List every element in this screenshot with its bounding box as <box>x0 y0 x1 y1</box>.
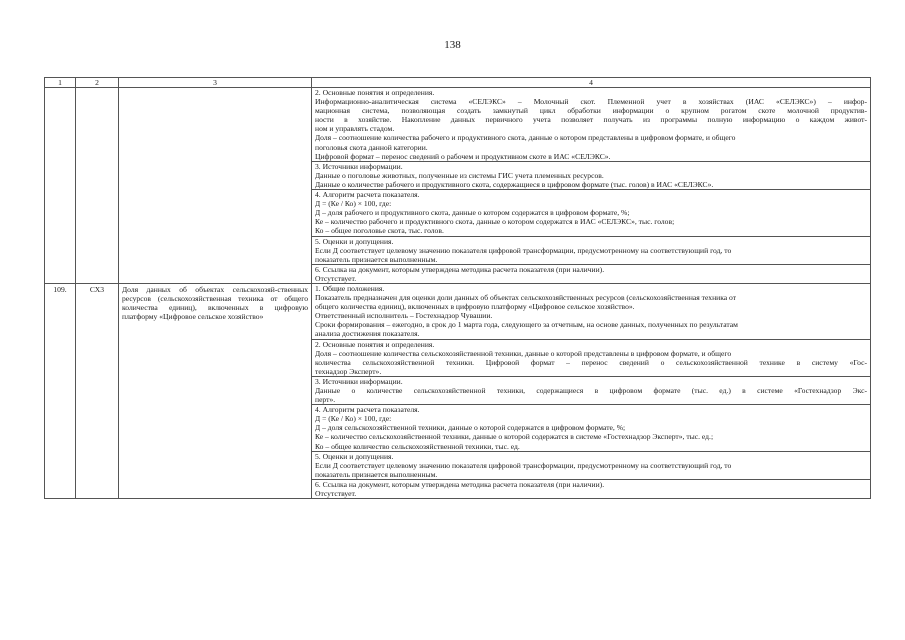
table-header-row <box>45 78 871 88</box>
section-line: показатель признается выполненным. <box>315 254 438 264</box>
section-definitions <box>312 88 870 161</box>
section-line: мационная система, позволяющая создать замкнутый цикл обработки информации о крупном рогатом скоте молочной продуктив- <box>315 106 867 116</box>
table-row <box>45 88 871 284</box>
row-number-cell <box>45 88 76 284</box>
section-definitions <box>312 339 870 376</box>
row-methodology-cell <box>312 88 871 284</box>
table-row <box>45 283 871 498</box>
section-line: Доля – соотношение количества сельскохозяйственной техники, данные о которой представлены в цифровом формате, и общего <box>315 348 732 358</box>
section-assumptions <box>312 236 870 264</box>
section-line: 5. Оценки и допущения. <box>315 236 394 246</box>
section-line: Данные о поголовье животных, полученные из системы ГИС учета племенных ресурсов. <box>315 170 604 180</box>
section-line: Д – доля рабочего и продуктивного скота, данные о котором содержатся в цифровом формате, %; <box>315 208 630 218</box>
section-line: технадзор Эксперт». <box>315 366 382 376</box>
header-col-3: 3 <box>119 78 312 88</box>
section-line: 5. Оценки и допущения. <box>315 451 394 461</box>
section-line: 3. Источники информации. <box>315 376 403 386</box>
section-line: Д – доля сельскохозяйственной техники, данные о которой содержатся в цифровом формате, %; <box>315 423 626 433</box>
row-code-cell: СХ3 <box>76 283 119 498</box>
section-line: 4. Алгоритм расчета показателя. <box>315 405 420 415</box>
section-document-reference <box>312 264 870 283</box>
row-name-cell <box>119 88 312 284</box>
section-line: Ответственный исполнитель – Гостехнадзор Чувашии. <box>315 311 493 321</box>
section-algorithm <box>312 189 870 235</box>
section-line: анализа достижения показателя. <box>315 329 420 339</box>
section-line: показатель признается выполненным. <box>315 469 438 479</box>
section-line: Показатель предназначен для оценки доли данных об объектах сельскохозяйственных ресурсов (сельскохозяйственная техника от <box>315 293 737 303</box>
section-line: Цифровой формат – перенос сведений о рабочем и продуктивном скоте в ИАС «СЕЛЭКС». <box>315 151 611 161</box>
section-line: Данные о количестве сельскохозяйственной техники, содержащиеся в цифровом формате (тыс. ед.) в системе «Гостехнадзор Экс- <box>315 386 867 395</box>
section-line: Д = (Ке / Ко) × 100, где: <box>315 414 392 424</box>
section-line: Ке – количество рабочего и продуктивного скота, данные о котором содержатся в ИАС «СЕЛЭКС», тыс. голов; <box>315 217 675 227</box>
section-algorithm <box>312 404 870 450</box>
section-line: Ко – общее поголовье скота, тыс. голов. <box>315 226 444 236</box>
section-line: Отсутствует. <box>315 489 357 499</box>
row-number-cell: 109. <box>45 283 76 498</box>
section-line: Ко – общее количество сельскохозяйственной техники, тыс. ед. <box>315 441 520 451</box>
header-col-1: 1 <box>45 78 76 88</box>
section-line: 4. Алгоритм расчета показателя. <box>315 190 420 200</box>
section-line: 2. Основные понятия и определения. <box>315 88 435 97</box>
row-methodology-cell <box>312 283 871 498</box>
section-line: Доля – соотношение количества рабочего и продуктивного скота, данные о котором представлены в цифровом формате, и общего <box>315 133 736 143</box>
section-line: Данные о количестве рабочего и продуктивного скота, содержащиеся в цифровом формате (тыс. голов) в ИАС «СЕЛЭКС». <box>315 179 714 189</box>
section-line: перт». <box>315 395 336 405</box>
section-sources <box>312 161 870 189</box>
section-line: Если Д соответствует целевому значению показателя цифровой трансформации, предусмотренному на соответствующий год, то <box>315 245 732 255</box>
header-col-2: 2 <box>76 78 119 88</box>
header-col-4: 4 <box>312 78 871 88</box>
section-line: поголовья скота данной категории. <box>315 142 428 152</box>
section-line: количества сельскохозяйственной техники. Цифровой формат – перенос сведений о сельскохозяйственной технике в систему «Гос- <box>315 357 867 367</box>
section-line: Отсутствует. <box>315 273 357 283</box>
row-name-cell: Доля данных об объектах сельскохозяй-ственных ресурсов (сельскохозяйственная техника от общего количества единиц), включенных в цифровую платформу «Цифровое сельское хозяйство» <box>119 283 312 498</box>
section-line: 2. Основные понятия и определения. <box>315 339 435 349</box>
section-line: Ке – количество сельскохозяйственной техники, данные о которой содержатся в системе «Гостехнадзор Эксперт», тыс. ед.; <box>315 432 714 442</box>
indicator-table <box>44 77 871 499</box>
section-line: общего количества единиц), включенных в цифровую платформу «Цифровое сельское хозяйство». <box>315 302 635 312</box>
section-line: ном и управлять стадом. <box>315 124 395 134</box>
section-line: 6. Ссылка на документ, которым утверждена методика расчета показателя (при наличии). <box>315 264 605 274</box>
section-line: Информационно-аналитическая система «СЕЛЭКС» – Молочный скот. Племенной учет в хозяйствах (ИАС «СЕЛЭКС») – инфор- <box>315 97 867 107</box>
section-line: 6. Ссылка на документ, которым утверждена методика расчета показателя (при наличии). <box>315 479 605 489</box>
section-sources <box>312 376 870 404</box>
page-number: 138 <box>444 39 461 51</box>
section-line: Если Д соответствует целевому значению показателя цифровой трансформации, предусмотренному на соответствующий год, то <box>315 460 732 470</box>
section-line: Д = (Ке / Ко) × 100, где: <box>315 199 392 209</box>
section-line: 3. Источники информации. <box>315 161 403 171</box>
section-line: 1. Общие положения. <box>315 283 385 293</box>
section-assumptions <box>312 451 870 479</box>
section-general <box>312 284 870 339</box>
section-line: ности в хозяйстве. Накопление данных первичного учета позволяет получать из программы полную информацию о каждом живот- <box>315 115 867 125</box>
section-line: Сроки формирования – ежегодно, в срок до 1 марта года, следующего за отчетным, на основе данных, полученных по результатам <box>315 320 738 330</box>
section-document-reference <box>312 479 870 498</box>
row-code-cell <box>76 88 119 284</box>
